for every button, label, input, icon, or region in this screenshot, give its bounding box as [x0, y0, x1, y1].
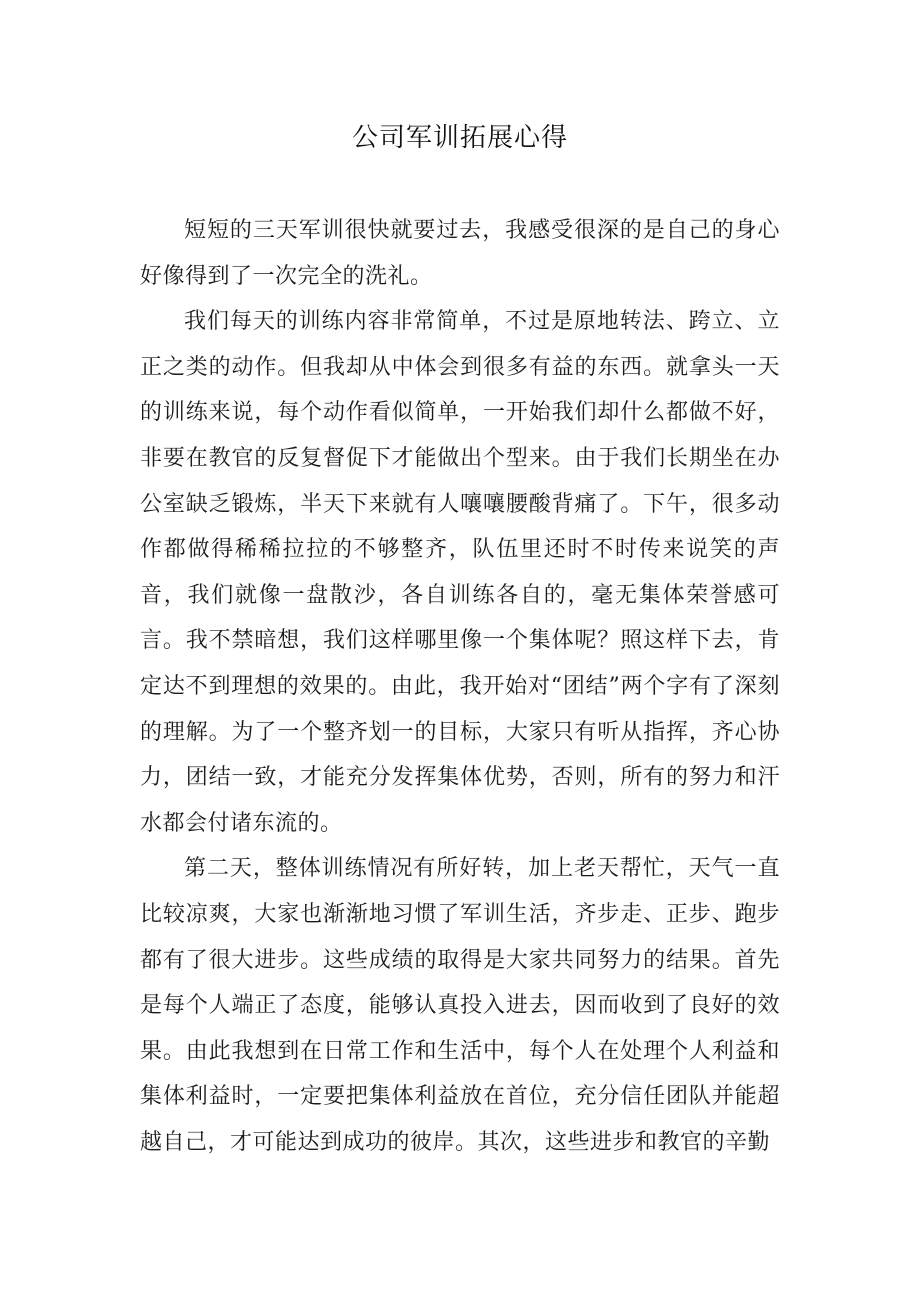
paragraph-1: 短短的三天军训很快就要过去，我感受很深的是自己的身心好像得到了一次完全的洗礼。 — [140, 218, 780, 289]
paragraph-3: 第二天，整体训练情况有所好转，加上老天帮忙，天气一直比较凉爽，大家也渐渐地习惯了军训生活，齐步走、正步、跑步都有了很大进步。这些成绩的取得是大家共同努力的结果。首先是每个人端正了态度，能够认真投入进去，因而收到了良好的效果。由此我想到在日常工作和生活中，每个人在处理个人利益和集体利益时，一定要把集体利益放在首位，充分信任团队并能超越自己，才可能达到成功的彼岸。其次，这些进步和教官的辛勤 — [140, 856, 780, 1155]
paragraph-2: 我们每天的训练内容非常简单，不过是原地转法、跨立、立正之类的动作。但我却从中体会到很多有益的东西。就拿头一天的训练来说，每个动作看似简单，一开始我们却什么都做不好，非要在教官的反复督促下才能做出个型来。由于我们长期坐在办公室缺乏锻炼，半天下来就有人嚷嚷腰酸背痛了。下午，很多动作都做得稀稀拉拉的不够整齐，队伍里还时不时传来说笑的声音，我们就像一盘散沙，各自训练各自的，毫无集体荣誉感可言。我不禁暗想，我们这样哪里像一个集体呢？照这样下去，肯定达不到理想的效果的。由此，我开始对“团结”两个字有了深刻的理解。为了一个整齐划一的目标，大家只有听从指挥，齐心协力，团结一致，才能充分发挥集体优势，否则，所有的努力和汗水都会付诸东流的。 — [140, 309, 780, 836]
document-body — [140, 208, 780, 1165]
document-title: 公司军训拓展心得 — [351, 123, 568, 153]
